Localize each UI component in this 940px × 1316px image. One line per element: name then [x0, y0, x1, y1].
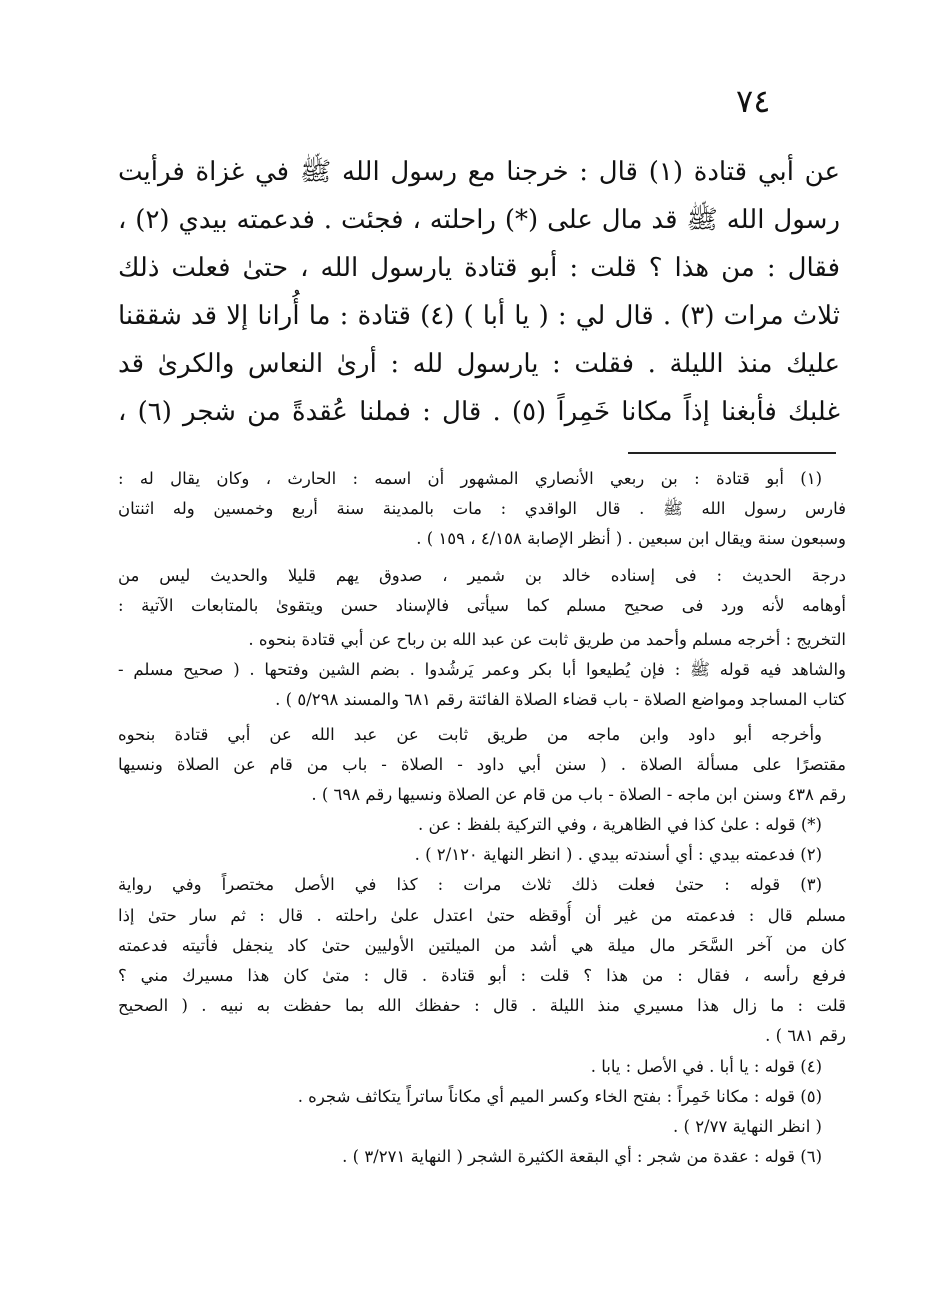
main-text-line: عن أبي قتادة (١) قال : خرجنا مع رسول الله ﷺ في غزاة فرأيت [118, 157, 840, 187]
footnote-line: (١) أبو قتادة : بن ربعي الأنصاري المشهور أن اسمه : الحارث ، وكان يقال له : [118, 469, 822, 488]
footnote-line: أوهامه لأنه ورد فى صحيح مسلم كما سيأتى فالإسناد حسن ويتقوىٰ بالمتابعات الآتية : [118, 595, 846, 615]
footnote-line: (٣) قوله : حتىٰ فعلت ذلك ثلاث مرات : كذا في الأصل مختصراً وفي رواية [118, 875, 822, 895]
main-text-line: عليك منذ الليلة . فقلت : يارسول لله : أرىٰ النعاس والكرىٰ قد [118, 349, 840, 379]
footnote-line: رقم ٦٨١ ) . [765, 1026, 846, 1046]
footnote-line: وأخرجه أبو داود وابن ماجه من طريق ثابت عن عبد الله عن أبي قتادة بنحوه [118, 724, 822, 744]
page-number: ٧٤ [736, 82, 771, 120]
main-text [118, 148, 840, 436]
footnote-line: ( انظر النهاية ٢/٧٧ ) . [673, 1116, 822, 1136]
footnote-line: مقتصرًا على مسألة الصلاة . ( سنن أبي داود - الصلاة - باب من قام عن الصلاة ونسيها [118, 754, 846, 774]
footnote-line: رقم ٤٣٨ وسنن ابن ماجه - الصلاة - باب من قام عن الصلاة ونسيها رقم ٦٩٨ ) . [311, 784, 846, 804]
footnote-line: (*) قوله : علىٰ كذا في الظاهرية ، وفي التركية بلفظ : عن . [418, 815, 822, 835]
main-text-line: غلبك فأبغنا إذاً مكانا خَمِراً (٥) . قال : فملنا عُقدةً من شجر (٦) ، [118, 397, 841, 427]
footnote-line: (٦) قوله : عقدة من شجر : أي البقعة الكثيرة الشجر ( النهاية ٣/٢٧١ ) . [342, 1147, 822, 1167]
footnote-line: كان من آخر السَّحَر مال ميلة هي أشد من الميلتين الأوليين حتىٰ كاد ينجفل فأتيته فدعمته [118, 935, 846, 955]
footnote-line: وسبعون سنة ويقال ابن سبعين . ( أنظر الإصابة ٤/١٥٨ ، ١٥٩ ) . [416, 529, 846, 549]
footnote-line: فارس رسول الله ﷺ . قال الواقدي : مات بالمدينة سنة أربع وخمسين وله اثنتان [118, 499, 846, 519]
footnote-line: كتاب المساجد ومواضع الصلاة - باب قضاء الصلاة الفائتة رقم ٦٨١ والمسند ٥/٢٩٨ ) . [275, 690, 846, 710]
footnote-line: (٥) قوله : مكانا خَمِراً : بفتح الخاء وكسر الميم أي مكاناً ساتراً يتكاثف شجره . [297, 1086, 822, 1106]
footnote-line: فرفع رأسه ، فقال : من هذا ؟ قلت : أبو قتادة . قال : متىٰ كان هذا مسيرك مني ؟ [118, 966, 846, 985]
main-text-line: رسول الله ﷺ قد مال على (*) راحلته ، فجئت . فدعمته بيدي (٢) ، [118, 205, 840, 235]
footnote-line: والشاهد فيه قوله ﷺ : فإن يُطيعوا أبا بكر وعمر يَرشُدوا . بضم الشين وفتحها . ( صحيح مسلم - [118, 660, 846, 680]
footnote-line: التخريج : أخرجه مسلم وأحمد من طريق ثابت عن عبد الله بن رباح عن أبي قتادة بنحوه . [248, 629, 846, 649]
footnotes [118, 464, 846, 1172]
footnote-line: (٤) قوله : يا أبا . في الأصل : يابا . [590, 1056, 822, 1076]
main-text-line: فقال : من هذا ؟ قلت : أبو قتادة يارسول الله ، حتىٰ فعلت ذلك [118, 253, 840, 283]
footnote-line: (٢) فدعمته بيدي : أي أسندته بيدي . ( انظر النهاية ٢/١٢٠ ) . [414, 845, 822, 865]
main-text-line: ثلاث مرات (٣) . قال لي : ( يا أبا ) (٤) قتادة : ما أُرانا إلا قد شققنا [118, 301, 841, 331]
footnote-separator [628, 452, 836, 454]
footnote-line: درجة الحديث : فى إسناده خالد بن شمير ، صدوق يهم قليلا والحديث ليس من [118, 565, 846, 585]
footnote-line: قلت : ما زال هذا مسيري منذ الليلة . قال : حفظك الله بما حفظت به نبيه . ( الصحيح [118, 996, 846, 1016]
footnote-line: مسلم قال : فدعمته من غير أن أُوقظه حتىٰ اعتدل علىٰ راحلته . قال : ثم سار حتىٰ إذا [118, 905, 846, 925]
